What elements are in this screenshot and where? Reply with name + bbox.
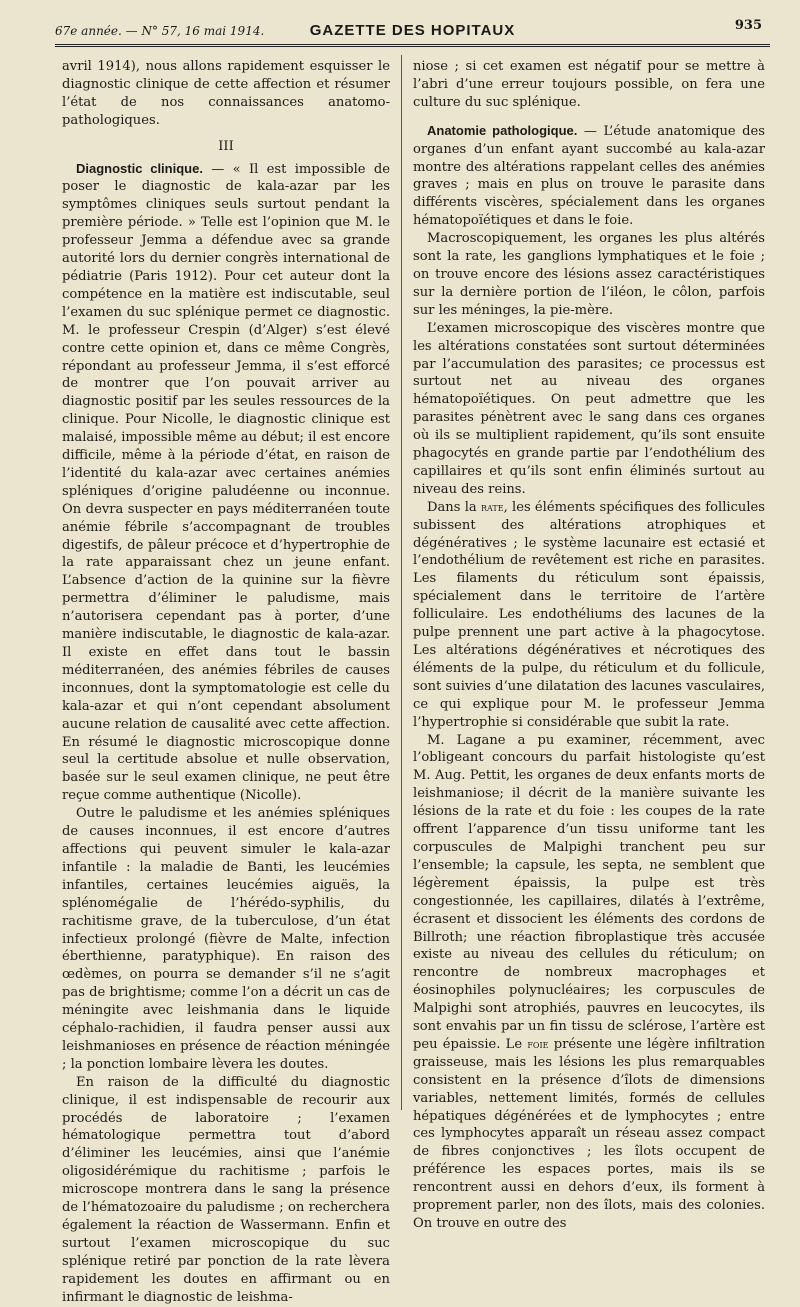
paragraph-text: — L’étude anatomique des organes d’un enfant ayant succombé au kala-azar montre des altérations rappelant celles des anémies graves ; mais en plus on trouve le parasite dans différents viscères, spécialement dans les organes hématopoïétiques et dans le foie. bbox=[413, 123, 765, 229]
column-divider bbox=[401, 55, 402, 1110]
right-paragraph-2: Macroscopiquement, les organes les plus altérés sont la rate, les ganglions lymphatiques et le foie ; on trouve encore des lésions assez caractéristiques sur la dernière portion de l’iléon, le côlon, parfois sur les méninges, la pie-mère. bbox=[413, 231, 765, 318]
section-number: III bbox=[218, 138, 234, 154]
small-caps-rate: rate bbox=[481, 499, 504, 514]
right-paragraph-5 bbox=[413, 732, 765, 1233]
right-column bbox=[413, 58, 765, 1233]
page-number: 935 bbox=[734, 18, 762, 33]
paragraph-text: , les éléments spécifiques des follicules subissent des altérations atrophiques et dégénératives ; le système lacunaire est ectasié et l’endothélium de revêtement est riche en parasites. Les filaments du réticulum sont épaissis, spécialement dans le territoire de l’artère folliculaire. Les endothéliums des lacunes de la pulpe prennent une part active à la phagocytose. Les altérations dégénératives et nécrotiques des éléments de la pulpe, du réticulum et du follicule, sont suivies d’une dilatation des lacunes vasculaires, ce qui explique pour M. le professeur Jemma l’hypertrophie si considérable que subit la rate. bbox=[413, 499, 765, 730]
paragraph-text: — « Il est impossible de poser le diagnostic de kala-azar par les symptômes cliniques seuls surtout pendant la première période. » Telle est l’opinion que M. le professeur Jemma a défendue avec sa grande autorité lors du dernier congrès international de pédiatrie (Paris 1912). Pour cet auteur dont la compétence en la matière est indiscutable, seul l’examen du suc splénique permet ce diagnostic. M. le professeur Crespin (d’Alger) s’est élevé contre cette opinion et, dans ce même Congrès, répondant au professeur Jemma, il s’est efforcé de montrer que l’on pouvait arriver au diagnostic positif par les seules ressources de la clinique. Pour Nicolle, le diagnostic clinique est malaisé, impossible même au début; il est encore difficile, même à la période d’état, en raison de l’identité du kala-azar avec certaines anémies spléniques d’origine paludéenne ou inconnue. On devra suspecter en pays méditerranéen toute anémie fébrile s’accompagnant de troubles digestifs, de pâleur précoce et d’hypertrophie de la rate apparaissant chez un jeune enfant. L’absence d’action de la quinine sur la fièvre permettra d’éliminer le paludisme, mais n’autorisera cependant pas à porter, d’une manière indiscutable, le diagnostic de kala-azar. Il existe en effet dans tout le bassin méditerranéen, des anémies fébriles de causes inconnues, dont la symptomatologie est celle du kala-azar et qui n’ont cependant absolument aucune relation de causalité avec cette affection. En résumé le diagnostic microscopique donne seul la certitude absolue et nulle observation, basée sur le seul examen clinique, ne peut être reçue comme authentique (Nicolle). bbox=[62, 161, 390, 804]
heading-anatomie-pathologique: Anatomie pathologique. bbox=[427, 122, 578, 138]
left-column bbox=[62, 58, 390, 1307]
small-caps-foie: foie bbox=[527, 1036, 549, 1051]
left-paragraph-2: Outre le paludisme et les anémies spléniques de causes inconnues, il est encore d’autres affections qui peuvent simuler le kala-azar infantile : la maladie de Banti, les leucémies infantiles, certaines leucémies aiguës, la splénomégalie de l’hérédo-syphilis, du rachitisme grave, de la tuberculose, d’un état infectieux prolongé (fièvre de Malte, infection éberthienne, paratyphique). En raison des œdèmes, on pourra se demander s’il ne s’agit pas de brightisme; comme l’on a décrit un cas de méningite avec leishmania dans le liquide céphalo-rachidien, il faudra penser aussi aux leishmanioses en présence de réaction méningée ; la ponction lombaire lèvera les doutes. bbox=[62, 806, 390, 1072]
paragraph-text: M. Lagane a pu examiner, récemment, avec l’obligeant concours du parfait histologiste qu’est M. Aug. Pettit, les organes de deux enfants morts de leishmaniose; il décrit de la manière suivante les lésions de la rate et du foie : les coupes de la rate offrent l’apparence d’un tissu uniforme tant les corpuscules de Malpighi tranchent peu sur l’ensemble; la capsule, les septa, ne semblent que légèrement épaissis, la pulpe est très congestionnée, les capillaires, dilatés à l’extrême, écrasent et dissocient les éléments des cordons de Billroth; une réaction fibroplastique très accusée existe au niveau des cellules du réticulum; on rencontre de nombreux macrophages et éosinophiles polynucléaires; les corpuscules de Malpighi sont atrophiés, pauvres en leucocytes, ils sont envahis par un fin tissu de sclérose, l’artère est peu épaissie. Le bbox=[413, 732, 765, 1052]
paragraph-text: Dans la bbox=[427, 499, 482, 515]
heading-diagnostic-clinique: Diagnostic clinique. bbox=[76, 160, 203, 176]
page-header bbox=[55, 14, 770, 47]
left-paragraph-0: avril 1914), nous allons rapidement esquisser le diagnostic clinique de cette affection et résumer l’état de nos connaissances anatomo-pathologiques. bbox=[62, 59, 390, 128]
right-paragraph-0: niose ; si cet examen est négatif pour se mettre à l’abri d’une erreur toujours possible, on fera une culture du suc splénique. bbox=[413, 59, 765, 110]
paragraph-text: présente une légère infiltration graisseuse, mais les lésions les plus remarquables consistent en la présence d’îlots de dimensions variables, nettement limités, formés de cellules hépatiques dégénérées et de lymphocytes ; entre ces lymphocytes apparaît un réseau assez compact de fibres conjonctives ; les îlots occupent de préférence les espaces portes, mais ils se rencontrent aussi en dehors d’eux, ils forment à proprement parler, non des îlots, mais des colonies. On trouve en outre des bbox=[413, 1036, 766, 1231]
right-paragraph-4 bbox=[413, 499, 765, 732]
right-paragraph-1 bbox=[413, 122, 765, 230]
right-paragraph-3: L’examen microscopique des viscères montre que les altérations constatées sont surtout déterminées par l’accumulation des parasites; ce processus est surtout net au niveau des organes hématopoïétiques. On peut admettre que les parasites pénètrent avec le sang dans ces organes où ils se multiplient rapidement, qu’ils sont ensuite phagocytés en grande partie par l’endothélium des capillaires et qu’ils sont enfin éliminés surtout au niveau des reins. bbox=[413, 320, 765, 497]
left-paragraph-1 bbox=[62, 160, 390, 806]
journal-title: GAZETTE DES HOPITAUX bbox=[309, 22, 516, 39]
issue-info: 67e année. — N° 57, 16 mai 1914. bbox=[55, 24, 265, 38]
left-paragraph-3: En raison de la difficulté du diagnostic clinique, il est indispensable de recourir aux procédés de laboratoire ; l’examen hématologique permettra tout d’abord d’éliminer les leucémies, ainsi que l’anémie oligosidérémique du rachitisme ; parfois le microscope montrera dans le sang la présence de l’hématozoaire du paludisme ; on recherchera également la réaction de Wassermann. Enfin et surtout l’examen microscopique du suc splénique retiré par ponction de la rate lèvera rapidement les doutes en affirmant ou en infirmant le diagnostic de leishma- bbox=[62, 1074, 390, 1305]
